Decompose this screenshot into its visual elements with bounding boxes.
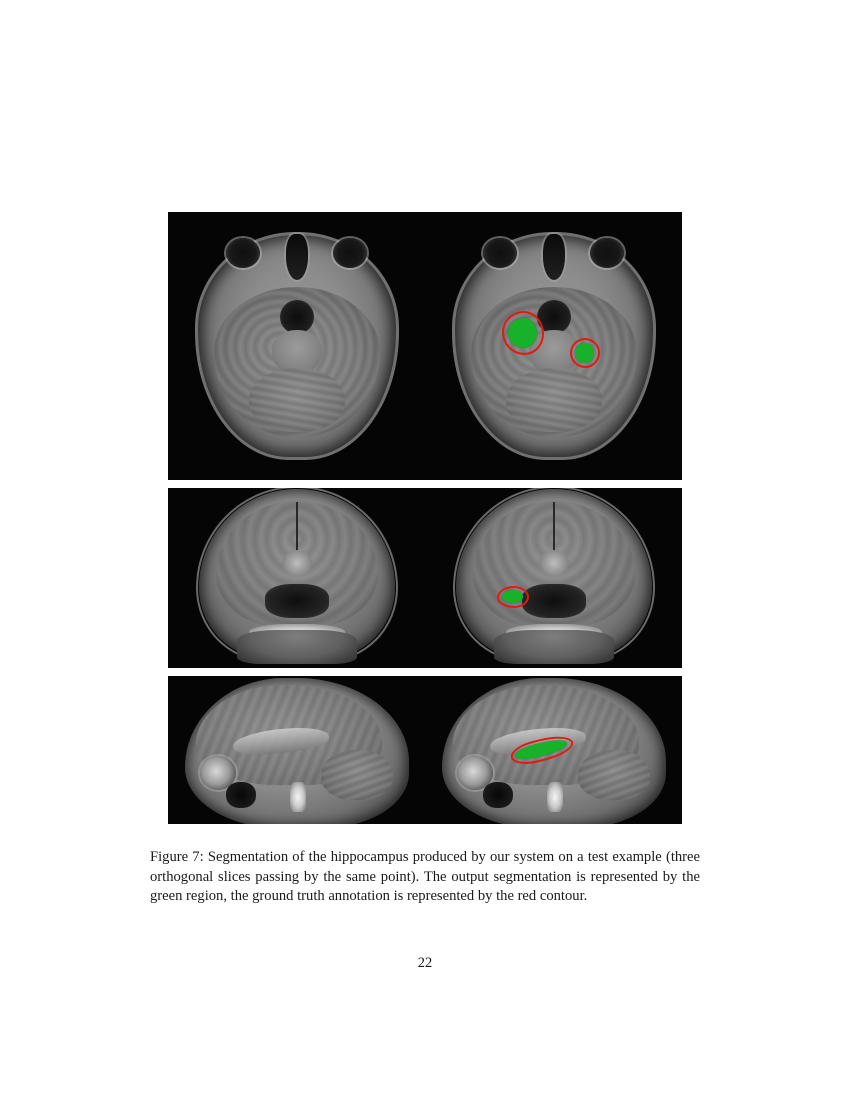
axial-panel-input bbox=[168, 212, 425, 480]
mri-image-sagittal-overlay bbox=[425, 676, 682, 824]
mri-image-coronal-input bbox=[168, 488, 425, 668]
ventricle bbox=[539, 550, 569, 576]
interhemispheric-fissure bbox=[296, 502, 298, 554]
nasal-sinus bbox=[226, 782, 256, 808]
figure-row-axial bbox=[168, 212, 682, 480]
sagittal-panel-input bbox=[168, 676, 425, 824]
eye-globe-right bbox=[590, 238, 624, 268]
skull-base-dark-region bbox=[522, 584, 586, 618]
figure-7 bbox=[168, 212, 682, 824]
figure-row-coronal bbox=[168, 488, 682, 668]
bright-base-structure bbox=[290, 782, 306, 812]
cerebellum bbox=[506, 368, 602, 432]
eye-globe-right bbox=[333, 238, 367, 268]
skull-base-dark-region bbox=[265, 584, 329, 618]
mri-image-coronal-overlay bbox=[425, 488, 682, 668]
segmentation-region-hippocampus-left bbox=[508, 318, 537, 348]
coronal-panel-input bbox=[168, 488, 425, 668]
mri-image-sagittal-input bbox=[168, 676, 425, 824]
axial-panel-overlay bbox=[425, 212, 682, 480]
mri-image-axial-input bbox=[168, 212, 425, 480]
eye-globe-left bbox=[226, 238, 260, 268]
segmentation-region-hippocampus bbox=[502, 590, 523, 603]
figure-caption bbox=[150, 848, 700, 907]
cerebellum bbox=[249, 368, 345, 432]
coronal-panel-overlay bbox=[425, 488, 682, 668]
interhemispheric-fissure bbox=[553, 502, 555, 554]
sagittal-panel-overlay bbox=[425, 676, 682, 824]
neck-region bbox=[494, 630, 614, 664]
figure-caption-label: Figure 7: bbox=[150, 849, 204, 865]
figure-caption-text: Segmentation of the hippocampus produced by our system on a test example (three orthogonal slices passing by the same point). The output segmentation is represented by the green region, the ground truth annotation is represented by the red contour. bbox=[150, 849, 700, 905]
cerebellum bbox=[321, 750, 393, 800]
eye-globe-left bbox=[483, 238, 517, 268]
bright-base-structure bbox=[547, 782, 563, 812]
neck-region bbox=[237, 630, 357, 664]
cerebellum bbox=[578, 750, 650, 800]
mri-image-axial-overlay bbox=[425, 212, 682, 480]
nasal-sinus bbox=[543, 234, 565, 280]
midbrain-dark-region bbox=[280, 300, 314, 334]
nasal-sinus bbox=[286, 234, 308, 280]
page-number: 22 bbox=[417, 955, 433, 971]
figure-row-sagittal bbox=[168, 676, 682, 824]
ventricle bbox=[282, 550, 312, 576]
segmentation-region-hippocampus-right bbox=[575, 343, 594, 363]
nasal-sinus bbox=[483, 782, 513, 808]
